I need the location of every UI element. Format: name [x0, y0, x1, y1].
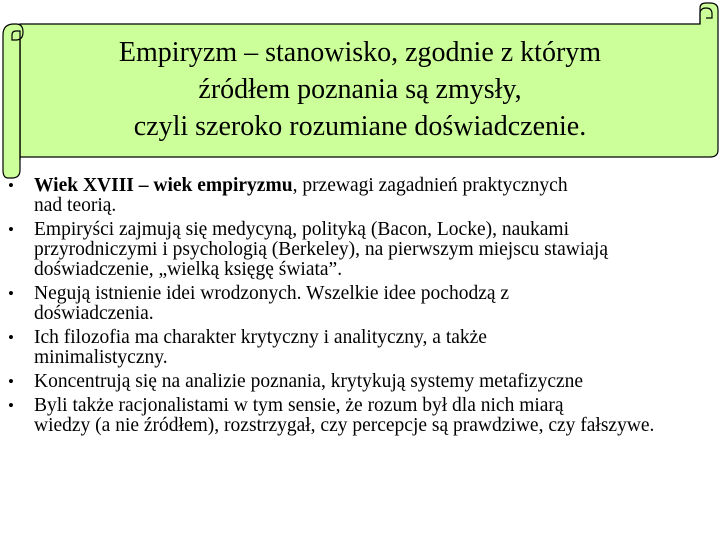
banner-line-3: czyli szeroko rozumiane doświadczenie. [133, 111, 587, 142]
list-item [0, 396, 712, 436]
list-item [0, 372, 712, 392]
bullet-text: Empiryści zajmują się medycyną, polityką (Bacon, Locke), naukami [34, 219, 569, 240]
bullet-text-cont: minimalistyczny. [34, 347, 168, 368]
bullet-text-cont: nad teorią. [34, 195, 117, 216]
bullet-icon: • [8, 396, 14, 415]
list-item [0, 220, 712, 280]
bullet-text-cont: doświadczenia. [34, 303, 154, 324]
bullet-list [0, 176, 712, 440]
bullet-icon: • [8, 176, 14, 195]
list-item [0, 284, 712, 324]
banner-line-1: Empiryzm – stanowisko, zgodnie z którym [118, 37, 602, 68]
bullet-text-cont: wiedzy (a nie źródłem), rozstrzygał, czy percepcje są prawdziwe, czy fałszywe. [34, 415, 655, 436]
bullet-text: Koncentrują się na analizie poznania, krytykują systemy metafizyczne [34, 371, 584, 392]
bullet-icon: • [8, 220, 14, 239]
bullet-text: Negują istnienie idei wrodzonych. Wszelkie idee pochodzą z [34, 283, 510, 304]
bullet-icon: • [8, 372, 14, 391]
bullet-text: , przewagi zagadnień praktycznych [292, 175, 568, 196]
bullet-text-cont: przyrodniczymi i psychologią (Berkeley), na pierwszym miejscu stawiają doświadczenie, „wielką księgę świata”. [34, 239, 608, 280]
banner-line-2: źródłem poznania są zmysły, [198, 74, 522, 105]
bullet-text: Byli także racjonalistami w tym sensie, że rozum był dla nich miarą [34, 395, 564, 416]
banner-title [30, 34, 690, 145]
bullet-icon: • [8, 328, 14, 347]
bullet-bold-text: Wiek XVIII – wiek empiryzmu [34, 175, 293, 196]
bullet-icon: • [8, 284, 14, 303]
list-item [0, 176, 712, 216]
bullet-text: Ich filozofia ma charakter krytyczny i analityczny, a także [34, 327, 487, 348]
list-item [0, 328, 712, 368]
